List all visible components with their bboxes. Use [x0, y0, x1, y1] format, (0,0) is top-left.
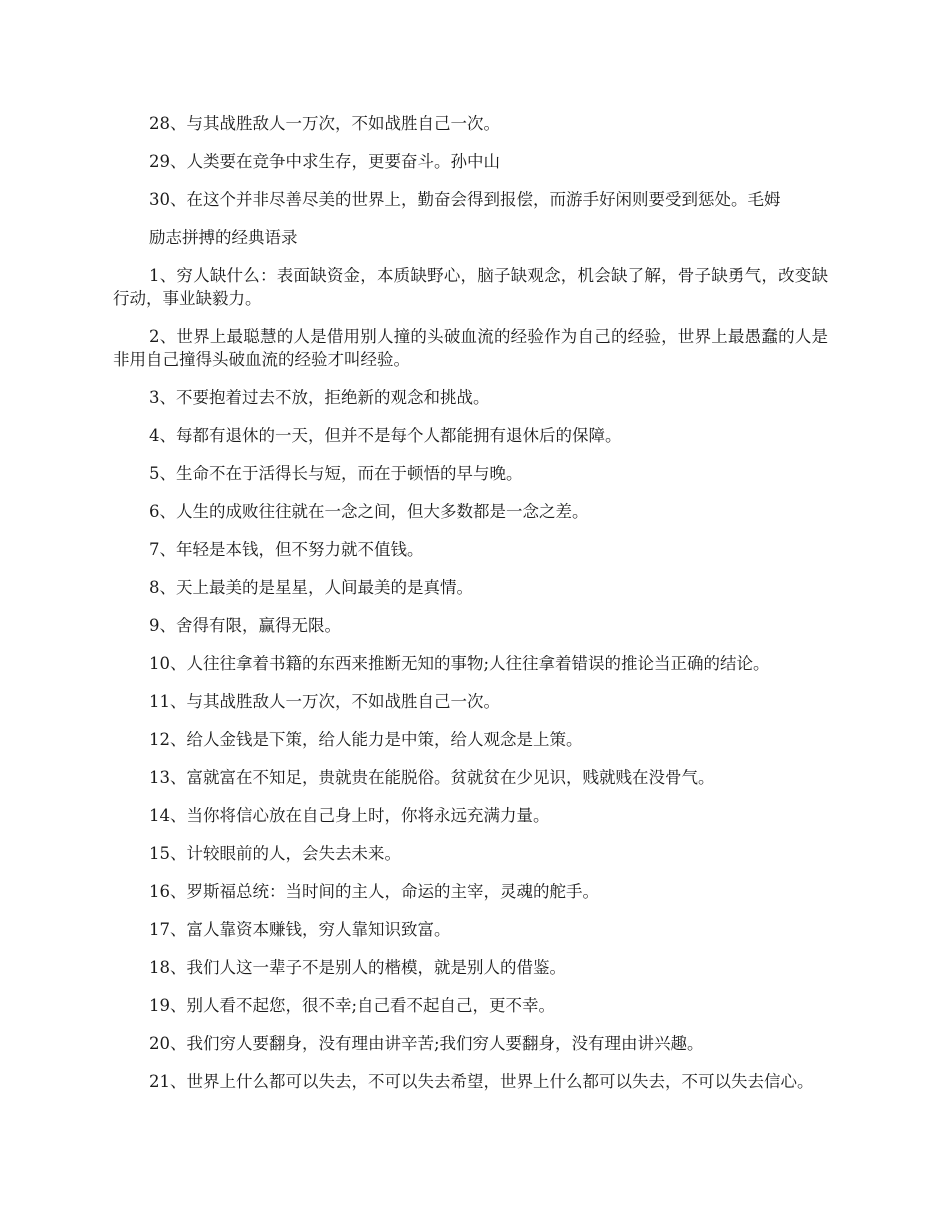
paragraph-quote-30: 30、在这个并非尽善尽美的世界上，勤奋会得到报偿，而游手好闲则要受到惩处。毛姆	[149, 190, 781, 209]
paragraph-quote-3: 3、不要抱着过去不放，拒绝新的观念和挑战。	[149, 388, 490, 407]
paragraph-quote-28: 28、与其战胜敌人一万次，不如战胜自己一次。	[149, 114, 500, 133]
section-heading: 励志拼搏的经典语录	[149, 228, 298, 247]
paragraph-quote-21: 21、世界上什么都可以失去，不可以失去希望，世界上什么都可以失去，不可以失去信心。	[149, 1072, 814, 1091]
paragraph-quote-11: 11、与其战胜敌人一万次，不如战胜自己一次。	[149, 692, 500, 711]
paragraph-quote-19: 19、别人看不起您，很不幸;自己看不起自己，更不幸。	[149, 996, 556, 1015]
paragraph-quote-8: 8、天上最美的是星星，人间最美的是真情。	[149, 578, 473, 597]
paragraph-quote-20: 20、我们穷人要翻身，没有理由讲辛苦;我们穷人要翻身，没有理由讲兴趣。	[149, 1034, 704, 1053]
paragraph-quote-7: 7、年轻是本钱，但不努力就不值钱。	[149, 540, 424, 559]
paragraph-quote-18: 18、我们人这一辈子不是别人的楷模，就是别人的借鉴。	[149, 958, 566, 977]
paragraph-quote-9: 9、舍得有限，赢得无限。	[149, 616, 341, 635]
paragraph-quote-15: 15、计较眼前的人，会失去未来。	[149, 844, 401, 863]
paragraph-quote-17: 17、富人靠资本赚钱，穷人靠知识致富。	[149, 920, 451, 939]
paragraph-quote-6: 6、人生的成败往往就在一念之间，但大多数都是一念之差。	[149, 502, 589, 521]
paragraph-quote-29: 29、人类要在竞争中求生存，更要奋斗。孙中山	[149, 152, 500, 171]
document-body	[113, 112, 828, 1108]
paragraph-quote-2: 2、世界上最聪慧的人是借用别人撞的头破血流的经验作为自己的经验，世界上最愚蠢的人是非用自己撞得头破血流的经验才叫经验。	[113, 327, 828, 369]
paragraph-quote-5: 5、生命不在于活得长与短，而在于顿悟的早与晚。	[149, 464, 523, 483]
paragraph-quote-10: 10、人往往拿着书籍的东西来推断无知的事物;人往往拿着错误的推论当正确的结论。	[149, 654, 770, 673]
paragraph-quote-14: 14、当你将信心放在自己身上时，你将永远充满力量。	[149, 806, 550, 825]
paragraph-quote-12: 12、给人金钱是下策，给人能力是中策，给人观念是上策。	[149, 730, 583, 749]
paragraph-quote-1: 1、穷人缺什么：表面缺资金，本质缺野心，脑子缺观念，机会缺了解，骨子缺勇气，改变缺行动，事业缺毅力。	[113, 266, 828, 308]
paragraph-quote-4: 4、每都有退休的一天，但并不是每个人都能拥有退休后的保障。	[149, 426, 622, 445]
paragraph-quote-13: 13、富就富在不知足，贵就贵在能脱俗。贫就贫在少见识，贱就贱在没骨气。	[149, 768, 715, 787]
paragraph-quote-16: 16、罗斯福总统：当时间的主人，命运的主宰，灵魂的舵手。	[149, 882, 599, 901]
